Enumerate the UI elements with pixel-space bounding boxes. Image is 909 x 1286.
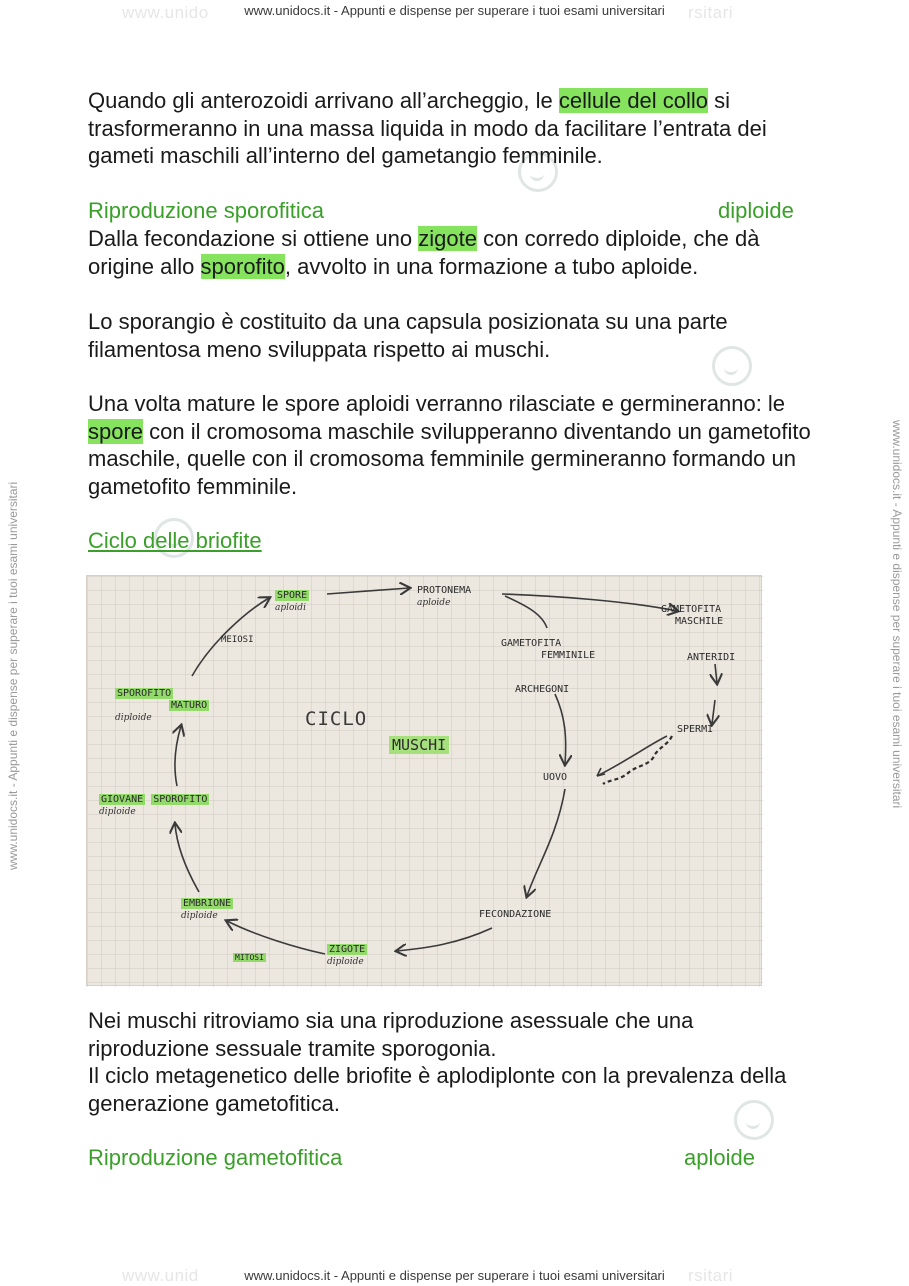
diagram-grid-and-arrows bbox=[87, 576, 763, 987]
node-uovo: UOVO bbox=[543, 772, 568, 783]
diagram-title-muschi: MUSCHI bbox=[389, 736, 449, 754]
node-giovane-sporofito bbox=[99, 794, 209, 818]
paragraph-ciclo-metagenetico: Il ciclo metagenetico delle briofite è aplodiplonte con la prevalenza della generazione gametofitica. bbox=[88, 1063, 787, 1116]
node-sub-label: diploide bbox=[327, 957, 364, 967]
heading-riproduzione-gametofitica: Riproduzione gametofitica bbox=[88, 1145, 343, 1170]
paragraph-text: , avvolto in una formazione a tubo aploide. bbox=[284, 253, 699, 279]
heading-aploide: aploide bbox=[684, 1145, 755, 1170]
ghost-watermark-top-left: www.unido bbox=[122, 3, 209, 22]
node-gametofita-maschile bbox=[661, 604, 723, 628]
node-sporofito-maturo bbox=[115, 688, 209, 724]
ghost-watermark-top-right: rsitari bbox=[688, 3, 734, 22]
node-label: MASCHILE bbox=[675, 616, 724, 627]
diagram-title-ciclo: CICLO bbox=[305, 708, 368, 730]
paragraph-sporangio: Lo sporangio è costituito da una capsula posizionata su una parte filamentosa meno sviluppata rispetto ai muschi. bbox=[88, 309, 728, 362]
node-sub-label: diploide bbox=[99, 807, 136, 817]
node-sub-label: aploide bbox=[417, 598, 451, 608]
footer-watermark: www.unidocs.it - Appunti e dispense per superare i tuoi esami universitari bbox=[244, 1268, 665, 1283]
node-label: SPORE bbox=[277, 590, 308, 601]
node-spore bbox=[275, 590, 309, 614]
node-label: FEMMINILE bbox=[541, 650, 596, 661]
paragraph-riproduzione-muschi: Nei muschi ritroviamo sia una riproduzione asessuale che una riproduzione sessuale tramite sporogonia. bbox=[88, 1008, 694, 1061]
paragraph-spore bbox=[88, 390, 813, 500]
node-label: GAMETOFITA bbox=[501, 638, 562, 649]
node-protonema bbox=[417, 585, 471, 609]
paragraph-text: si trasformeranno in una massa liquida in modo da facilitare l’entrata dei gameti maschili all’interno del gametangio femminile. bbox=[88, 88, 767, 168]
paragraph-text: Quando gli anterozoidi arrivano all’archeggio, le bbox=[88, 88, 559, 113]
node-label: PROTONEMA bbox=[417, 585, 472, 596]
node-zigote bbox=[327, 944, 367, 968]
node-label: FECONDAZIONE bbox=[479, 909, 552, 920]
side-watermark-left: www.unidocs.it - Appunti e dispense per superare i tuoi esami universitari bbox=[6, 481, 20, 870]
heading-diploide: diploide bbox=[718, 198, 794, 223]
node-label: SPOROFITO bbox=[153, 794, 208, 805]
heading-riproduzione-sporofitica: Riproduzione sporofitica bbox=[88, 198, 325, 223]
paragraph-fecondazione bbox=[88, 225, 818, 280]
ghost-watermark-bottom-left: www.unid bbox=[122, 1266, 199, 1285]
node-gametofita-femminile bbox=[501, 638, 595, 662]
side-watermark-right: www.unidocs.it - Appunti e dispense per superare i tuoi esami universitari bbox=[890, 420, 904, 809]
diagram-ciclo-muschi bbox=[86, 575, 762, 986]
node-sub-label: diploide bbox=[115, 713, 152, 723]
paragraph-text: con corredo diploide, che dà origine allo bbox=[88, 226, 760, 279]
node-label: EMBRIONE bbox=[183, 898, 232, 909]
node-label: GIOVANE bbox=[101, 794, 144, 805]
paragraph-anterozoidi bbox=[88, 87, 818, 170]
paragraph-text: Dalla fecondazione si ottiene uno bbox=[88, 226, 419, 251]
node-fecondazione bbox=[479, 909, 551, 921]
paragraph-text: con il cromosoma maschile svilupperanno diventando un gametofito maschile, quelle con il cromosoma femminile germineranno formando un gametofito femminile. bbox=[88, 418, 811, 499]
highlight-spore: spore bbox=[88, 418, 144, 444]
node-meiosi: MEIOSI bbox=[221, 635, 254, 645]
node-anteridi: ANTERIDI bbox=[687, 652, 736, 663]
highlight-sporofito: sporofito bbox=[200, 253, 285, 279]
node-label: ZIGOTE bbox=[329, 944, 366, 955]
node-label: MATURO bbox=[171, 700, 208, 711]
highlight-zigote: zigote bbox=[418, 226, 477, 251]
node-label: MITOSI bbox=[235, 953, 264, 962]
node-label: SPOROFITO bbox=[117, 688, 172, 699]
node-embrione bbox=[181, 898, 233, 922]
header-watermark: www.unidocs.it - Appunti e dispense per superare i tuoi esami universitari bbox=[244, 3, 665, 18]
ghost-watermark-bottom-right: rsitari bbox=[688, 1266, 734, 1285]
highlight-cellule-collo: cellule del collo bbox=[558, 88, 709, 113]
node-mitosi bbox=[233, 952, 266, 964]
paragraph-text: Una volta mature le spore aploidi verranno rilasciate e germineranno: le bbox=[88, 391, 786, 416]
node-label: GAMETOFITA bbox=[661, 604, 722, 615]
node-sub-label: diploide bbox=[181, 911, 218, 921]
node-spermi: SPERMI bbox=[677, 724, 714, 735]
node-archegoni: ARCHEGONI bbox=[515, 684, 570, 695]
node-sub-label: aploidi bbox=[275, 603, 306, 613]
section-ciclo-briofite: Ciclo delle briofite bbox=[88, 528, 262, 553]
